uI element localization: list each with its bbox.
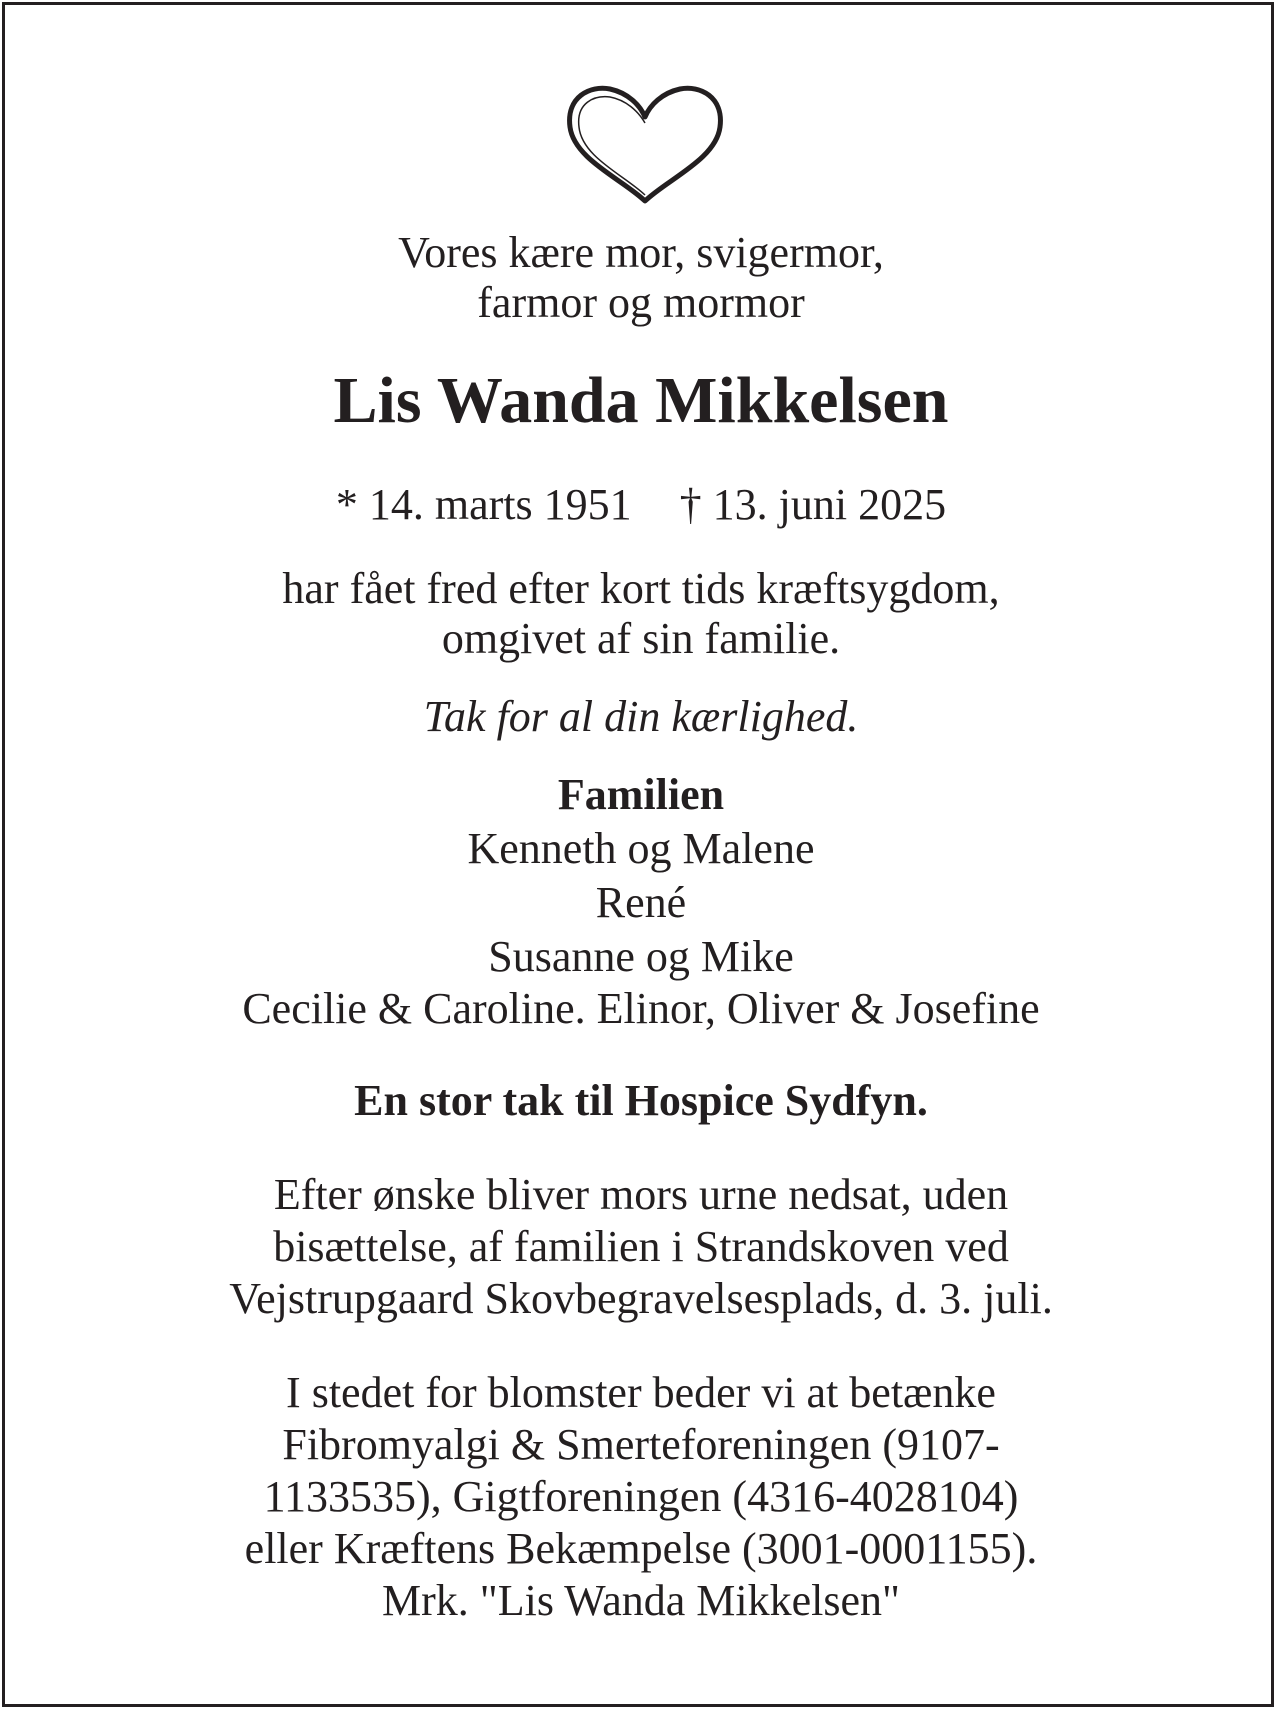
- donation-line-1: I stedet for blomster beder vi at betænke: [286, 1368, 996, 1417]
- thanks-love: Tak for al din kærlighed.: [423, 692, 859, 741]
- burial-line-2: bisættelse, af familien i Strandskoven ved: [273, 1222, 1009, 1271]
- donation-line-2: Fibromyalgi & Smerteforeningen (9107-: [282, 1420, 1000, 1469]
- deceased-name: Lis Wanda Mikkelsen: [333, 364, 949, 437]
- burial-line-3: Vejstrupgaard Skovbegravelsesplads, d. 3. juli.: [229, 1274, 1053, 1323]
- intro-line-1: Vores kære mor, svigermor,: [398, 228, 884, 277]
- death-date: † 13. juni 2025: [679, 480, 947, 529]
- birth-date: * 14. marts 1951: [335, 480, 632, 529]
- hospice-thanks: En stor tak til Hospice Sydfyn.: [354, 1076, 928, 1125]
- obituary-frame: [2, 2, 1274, 1707]
- donation-line-4: eller Kræftens Bekæmpelse (3001-0001155).: [244, 1524, 1038, 1573]
- family-member: Kenneth og Malene: [467, 824, 815, 873]
- message-line-1: har fået fred efter kort tids kræftsygdom,: [282, 564, 1000, 613]
- donation-line-3: 1133535), Gigtforeningen (4316-4028104): [263, 1472, 1019, 1521]
- family-member: Susanne og Mike: [488, 932, 794, 981]
- family-member: Cecilie & Caroline. Elinor, Oliver & Josefine: [242, 984, 1040, 1033]
- family-member: René: [595, 878, 687, 927]
- family-heading: Familien: [557, 770, 725, 819]
- heart-icon: [560, 83, 730, 205]
- life-dates: [5, 479, 1277, 531]
- intro-line-2: farmor og mormor: [477, 278, 805, 327]
- donation-line-5: Mrk. "Lis Wanda Mikkelsen": [382, 1576, 900, 1625]
- burial-line-1: Efter ønske bliver mors urne nedsat, uden: [273, 1170, 1009, 1219]
- message-line-2: omgivet af sin familie.: [441, 614, 841, 663]
